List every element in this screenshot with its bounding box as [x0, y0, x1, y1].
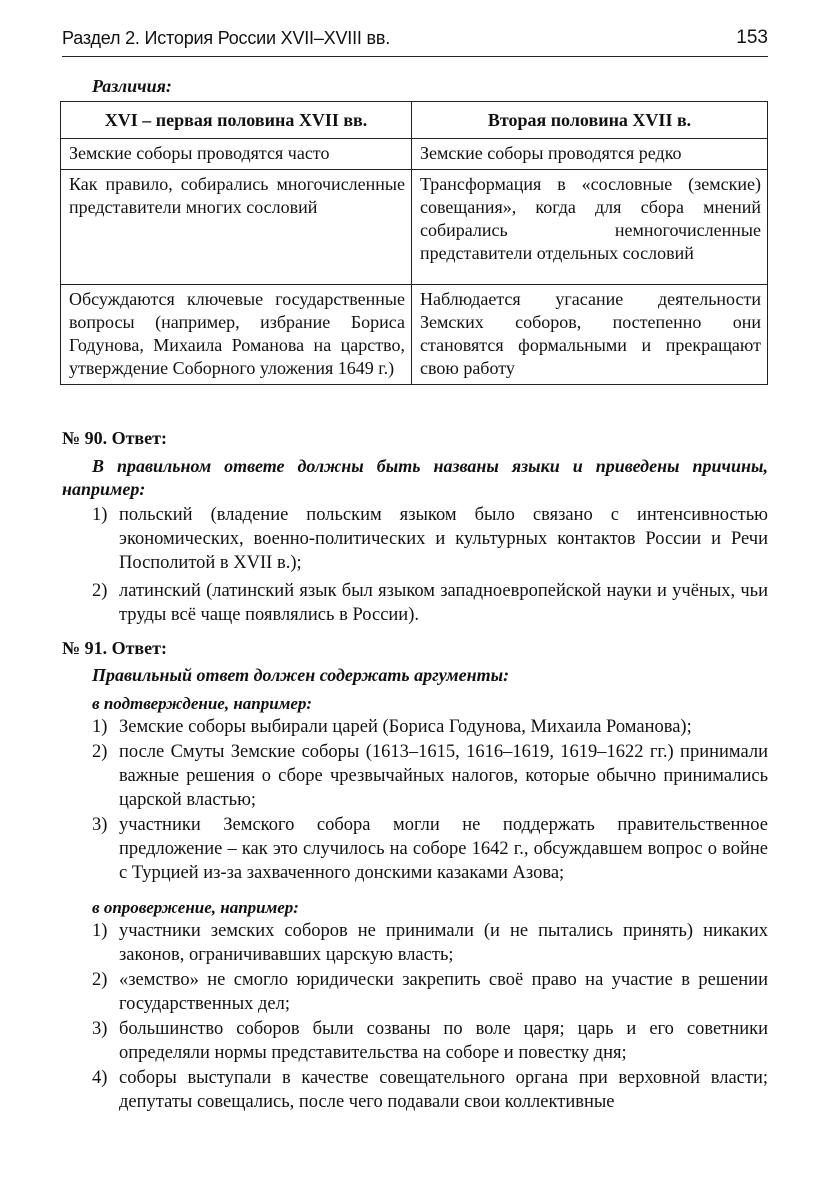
answer-90-list [92, 503, 768, 628]
answer-90-heading: № 90. Ответ: [62, 428, 167, 448]
answer-91-heading: № 91. Ответ: [62, 638, 167, 658]
differences-table [60, 101, 768, 385]
table-header-row [61, 102, 768, 139]
answer-91-lead: Правильный ответ должен содержать аргументы: [92, 665, 510, 685]
list-item: 4) соборы выступали в качестве совещательного органа при верховной власти; депутаты совещались, после чего подавали свои коллективные [92, 1068, 768, 1112]
table-row [61, 139, 768, 170]
confirm-list [92, 715, 768, 886]
list-item: 1) участники земских соборов не принимали (и не пытались принять) никаких законов, ограничивавших царскую власть; [92, 921, 768, 965]
page-number: 153 [736, 27, 768, 48]
table-row [61, 285, 768, 385]
running-header [62, 22, 768, 57]
list-item: 2) после Смуты Земские соборы (1613–1615, 1616–1619, 1619–1622 гг.) принимали важные решения о сборе чрезвычайных налогов, которые обычно принимались царской властью; [92, 742, 768, 810]
list-item: 2) латинский (латинский язык был языком западноевропейской науки и учёных, чьи труды всё чаще появлялись в России). [92, 581, 768, 625]
list-item: 1) польский (владение польским языком было связано с интенсивностью экономических, военно-политических и культурных контактов России и Речи Посполитой в XVII в.); [92, 505, 768, 573]
section-title: Раздел 2. История России XVII–XVIII вв. [62, 28, 391, 48]
differences-label: Различия: [92, 76, 172, 96]
refute-list [92, 919, 768, 1115]
refute-label: в опровержение, например: [92, 898, 299, 917]
column-header: Вторая половина XVII в. [412, 102, 768, 139]
table-cell: Земские соборы проводятся редко [412, 139, 768, 170]
list-item: 3) большинство соборов были созваны по воле царя; царь и его советники определяли нормы представительства на соборе и повестку дня; [92, 1019, 768, 1063]
table-cell: Земские соборы проводятся часто [61, 139, 412, 170]
table-row [61, 170, 768, 285]
table-cell: Обсуждаются ключевые государственные вопросы (например, избрание Бориса Годунова, Михаила Романова на царство, утверждение Соборного уложения 1649 г.) [61, 285, 412, 385]
list-item: 2) «земство» не смогло юридически закрепить своё право на участие в решении государственных дел; [92, 970, 768, 1014]
confirm-label: в подтверждение, например: [92, 694, 313, 713]
table-cell: Наблюдается угасание деятельности Земских соборов, постепенно они становятся формальными и прекращают свою работу [412, 285, 768, 385]
answer-90-lead: В правильном ответе должны быть названы языки и приведены причины, например: [62, 456, 768, 499]
list-item: 3) участники Земского собора могли не поддержать правительственное предложение – как это случилось на соборе 1642 г., обсуждавшем вопрос о войне с Турцией из-за захваченного донскими казаками Азова; [92, 815, 768, 883]
column-header: XVI – первая половина XVII вв. [61, 102, 412, 139]
list-item: 1) Земские соборы выбирали царей (Бориса Годунова, Михаила Романова); [92, 717, 692, 737]
table-cell: Трансформация в «сословные (земские) совещания», когда для сбора мнений собирались немногочисленные представители отдельных сословий [412, 170, 768, 285]
table-cell: Как правило, собирались многочисленные представители многих сословий [61, 170, 412, 285]
